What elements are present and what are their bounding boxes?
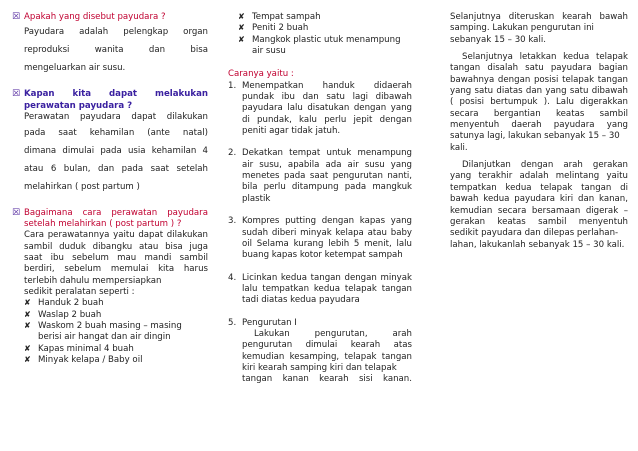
cross-bullet-icon: ✘ — [24, 343, 31, 353]
question-2-title-cont: perawatan payudara ? — [24, 100, 133, 111]
cross-bullet-icon: ✘ — [24, 355, 31, 365]
paragraph-1: Selanjutnya diteruskan kearah bawah samping. Lakukan pengurutan ini — [450, 12, 628, 34]
cross-bullet-icon: ✘ — [24, 321, 31, 331]
answer-3-paragraph-end: sedikit peralatan seperti : — [24, 287, 135, 298]
step-item: 1. Menempatkan handuk didaerah pundak ibu dan satu lagi dibawah payudara lalu disatukan dengan yang di pundak, kalu perlu jepit dengan peniti agar tidak jatuh. — [228, 80, 412, 137]
question-1 — [12, 12, 208, 23]
question-1-title: Apakah yang disebut payudara ? — [24, 12, 166, 22]
step-item: 5. Pengurutan I — [228, 317, 297, 328]
answer-2-line: melahirkan ( post partum ) — [24, 181, 140, 192]
answer-1 — [12, 23, 208, 77]
checkbox-icon: ☒ — [12, 207, 21, 218]
column-middle — [228, 12, 412, 386]
steps-list — [228, 81, 412, 329]
column-left — [12, 12, 208, 367]
question-2 — [12, 89, 208, 112]
answer-3 — [12, 230, 208, 366]
steps-heading: Caranya yaitu : — [228, 69, 294, 80]
answer-2 — [12, 112, 208, 196]
list-item: ✘ Mangkok plastic utuk menampung air susu — [238, 34, 401, 57]
step-5-paragraph-end: tangan kanan kearah sisi kanan. — [242, 374, 412, 385]
list-item: ✘ Handuk 2 buah — [24, 298, 104, 309]
paragraph-1-end: sebanyak 15 – 30 kali. — [450, 34, 546, 45]
step-5-body — [228, 329, 412, 386]
list-item: ✘ Peniti 2 buah — [238, 23, 309, 34]
list-item: ✘ Tempat sampah — [238, 12, 321, 22]
list-item: ✘ Waskom 2 buah masing – masing berisi air hangat dan air dingin — [24, 321, 182, 343]
column-right — [450, 12, 628, 251]
checkbox-icon: ☒ — [12, 89, 21, 100]
step-item: 2. Dekatkan tempat untuk menampung air susu, apabila ada air susu yang menetes pada saat pengurutan nanti, bila perlu ditampung pada mangkuk plastik — [228, 148, 412, 204]
checkbox-icon: ☒ — [12, 12, 21, 22]
question-3-title-cont: setelah melahirkan ( post partum ) ? — [24, 219, 182, 230]
cross-bullet-icon: ✘ — [24, 298, 31, 308]
step-5-paragraph: Lakukan pengurutan, arah pengurutan dimulai kearah atas kemudian kesamping, telapak tangan kiri kearah samping kiri dan telapak — [242, 328, 412, 373]
tool-list — [24, 298, 208, 366]
paragraph-3: Dilanjutkan dengan arah gerakan yang terakhir adalah melintang yaitu tempatkan kedua telapak tangan di bawah kedua payudara kiri dan kanan, kemudian secara bersamaan digerak – gerakan keatas sambil menyentuh sedikit payudara dan dilepas perlahan- — [450, 160, 628, 239]
answer-2-line: Perawatan payudara dapat dilakukan — [24, 112, 208, 123]
tool-list-continued — [228, 12, 412, 57]
answer-2-line: atau 6 bulan, dan pada saat setelah — [24, 163, 208, 174]
question-2-title: Kapan kita dapat melakukan — [24, 89, 208, 100]
answer-3-paragraph: Cara perawatannya yaitu dapat dilakukan sambil duduk dibangku atau bisa juga saat ibu sebelum mau mandi sambil berdiri, sebelum memulai kita harus terlebih dahulu mempersiapkan — [24, 230, 208, 286]
paragraph-2-end: kali. — [450, 142, 468, 153]
step-item: 3. Kompres putting dengan kapas yang sudah diberi minyak kelapa atau baby oil Selama kurang lebih 5 menit, lalu buang kapas kotor ketempat sampah — [228, 216, 412, 261]
list-item: ✘ Kapas minimal 4 buah — [24, 343, 134, 354]
cross-bullet-icon: ✘ — [238, 12, 245, 21]
answer-1-line: mengeluarkan air susu. — [24, 63, 126, 74]
cross-bullet-icon: ✘ — [238, 23, 245, 33]
answer-2-line: dimana dimulai pada usia kehamilan 4 — [24, 145, 208, 156]
answer-1-line: Payudara adalah pelengkap organ — [24, 27, 208, 38]
question-3 — [12, 208, 208, 231]
step-item: 4. Licinkan kedua tangan dengan minyak lalu tempatkan kedua telapak tangan tadi diatas kedua payudara — [228, 272, 412, 306]
answer-1-line: reproduksi wanita dan bisa — [24, 45, 208, 56]
cross-bullet-icon: ✘ — [238, 34, 245, 44]
list-item: ✘ Waslap 2 buah — [24, 309, 102, 320]
list-item: ✘ Minyak kelapa / Baby oil — [24, 355, 143, 366]
paragraph-3-end: lahan, lakukanlah sebanyak 15 – 30 kali. — [450, 239, 625, 250]
answer-2-line: pada saat kehamilan (ante natal) — [24, 127, 208, 138]
cross-bullet-icon: ✘ — [24, 309, 31, 319]
paragraph-2: Selanjutnya letakkan kedua telapak tangan disalah satu payudara bagian bawahnya dengan posisi telapak tangan yang satu diatas dan yang satu dibawah ( posisi bertumpuk ). Lalu digerakkan secara bergantian keatas sambil menyentuh daerah payudara yang satunya lagi, lakukan sebanyak 15 – 30 — [450, 52, 628, 142]
question-3-title: Bagaimana cara perawatan payudara — [24, 207, 208, 218]
